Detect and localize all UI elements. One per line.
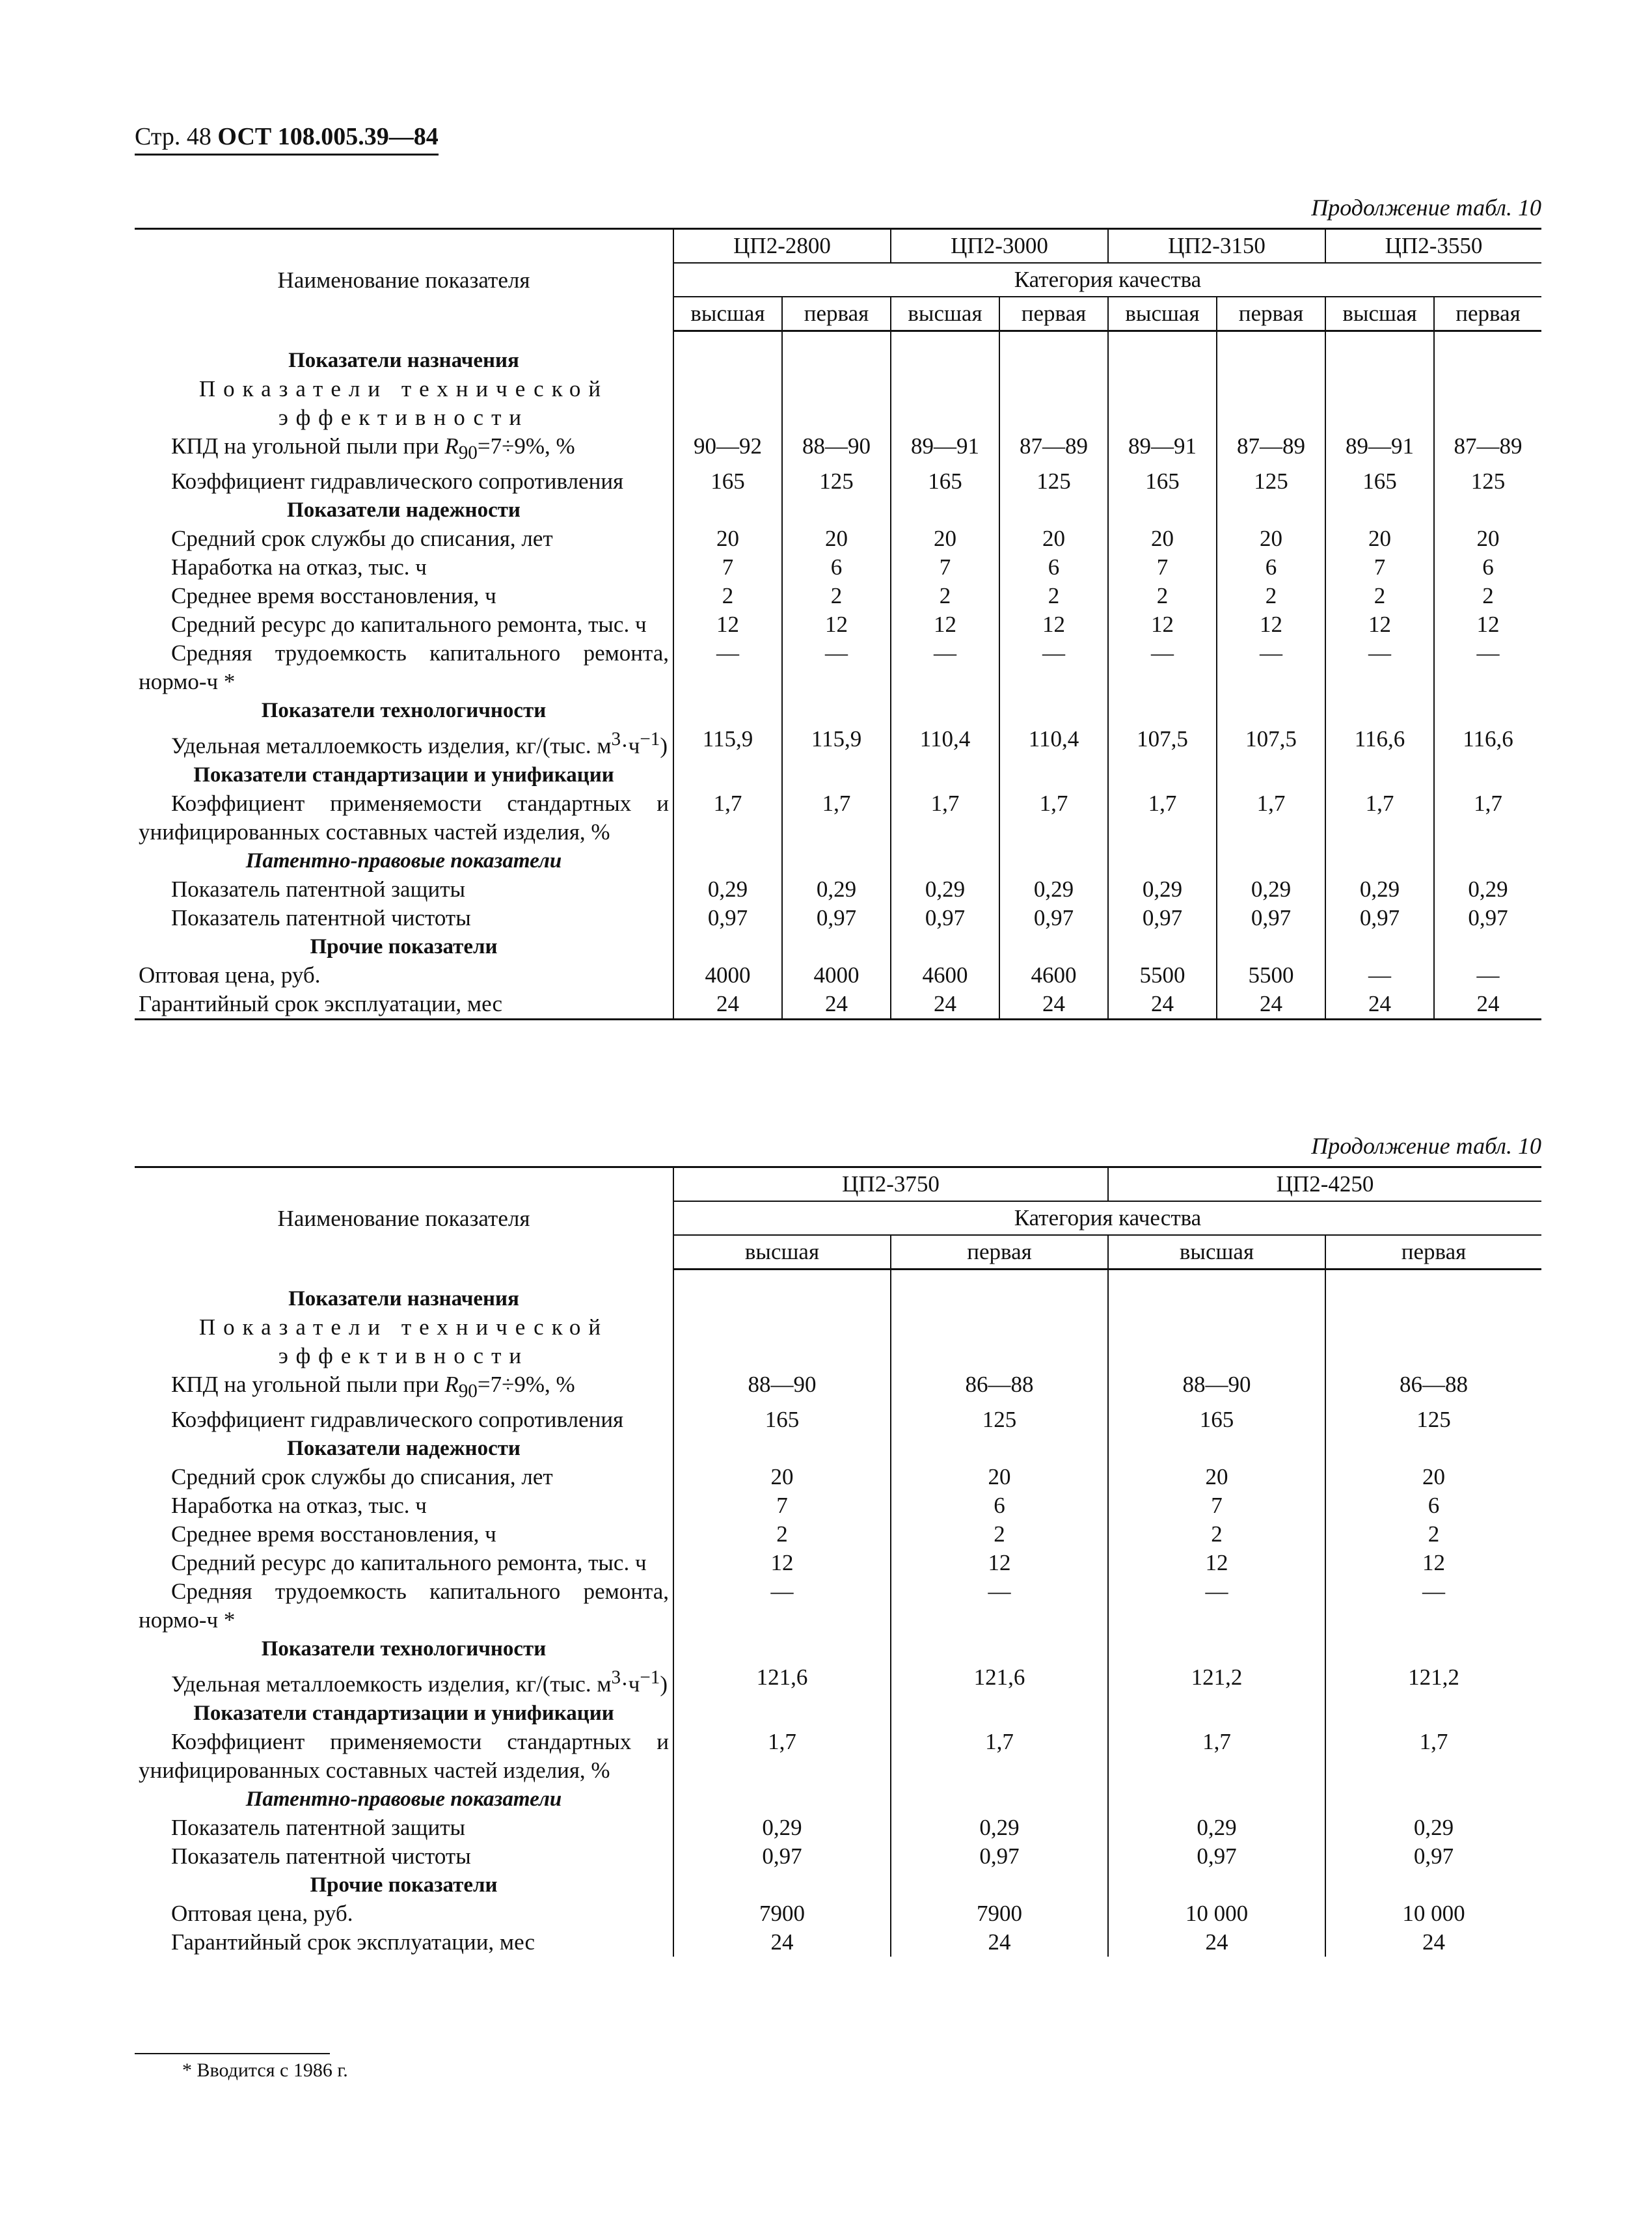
value-cell: 0,97: [1217, 904, 1325, 932]
value-cell: 12: [1325, 1549, 1541, 1577]
row-label: Гарантийный срок эксплуатации, мес: [171, 1929, 535, 1955]
value-cell: 12: [999, 610, 1108, 639]
row-label: Оптовая цена, руб.: [139, 962, 321, 988]
footnote: * Вводится с 1986 г.: [182, 2059, 348, 2081]
row-label: Удельная металлоемкость изделия, кг/(тыс. $м^3\cdot ч^{-1}$): [171, 1667, 668, 1697]
value-cell: 165: [891, 467, 999, 496]
value-cell: 1,7: [1108, 1728, 1325, 1785]
value-cell: 125: [1434, 467, 1541, 496]
value-cell: 1,7: [1434, 789, 1541, 847]
value-cell: 20: [1325, 524, 1434, 553]
value-cell: 12: [1434, 610, 1541, 639]
row-label: Средний ресурс до капитального ремонта, тыс. ч: [171, 612, 647, 637]
value-cell: 107,5: [1217, 725, 1325, 761]
value-cell: 1,7: [1325, 789, 1434, 847]
section-title: Показатели стандартизации и унификации: [193, 1701, 614, 1725]
value-cell: 2: [1217, 582, 1325, 610]
value-cell: 110,4: [999, 725, 1108, 761]
value-cell: —: [999, 639, 1108, 696]
value-cell: 10 000: [1325, 1899, 1541, 1928]
value-cell: 6: [891, 1491, 1108, 1520]
value-cell: 7: [1108, 1491, 1325, 1520]
value-cell: 110,4: [891, 725, 999, 761]
value-cell: 20: [1108, 1463, 1325, 1491]
model-header: ЦП2-2800: [673, 229, 891, 264]
section-title: Показатели технологичности: [261, 1637, 547, 1661]
row-label: Средняя трудоемкость капитального ремонта, нормо-ч *: [139, 640, 669, 694]
value-cell: 10 000: [1108, 1899, 1325, 1928]
value-cell: —: [891, 639, 999, 696]
table-row: [135, 904, 1541, 932]
grade-first-header: первая: [999, 297, 1108, 331]
value-cell: 86—88: [1325, 1370, 1541, 1406]
value-cell: 12: [1108, 610, 1217, 639]
table-row: [135, 1663, 1541, 1699]
doc-code: ОСТ 108.005.39—84: [217, 123, 439, 150]
value-cell: 87—89: [1434, 432, 1541, 467]
model-header: ЦП2-3150: [1108, 229, 1325, 264]
section-title: Патентно-правовые показатели: [245, 1787, 562, 1811]
value-cell: 24: [1325, 990, 1434, 1020]
value-cell: 0,97: [1108, 904, 1217, 932]
value-cell: 1,7: [1217, 789, 1325, 847]
value-cell: 121,2: [1325, 1663, 1541, 1699]
value-cell: 6: [1325, 1491, 1541, 1520]
grade-first-header: первая: [1217, 297, 1325, 331]
row-label: Показатель патентной чистоты: [171, 1843, 471, 1869]
table-row: [135, 789, 1541, 847]
value-cell: 0,29: [1434, 875, 1541, 904]
value-cell: 24: [891, 1928, 1108, 1957]
value-cell: 24: [1217, 990, 1325, 1020]
value-cell: 0,97: [673, 904, 782, 932]
value-cell: 7: [673, 1491, 891, 1520]
value-cell: 2: [1108, 582, 1217, 610]
value-cell: 7: [1325, 553, 1434, 582]
grade-first-header: первая: [891, 1235, 1108, 1270]
value-cell: 125: [1217, 467, 1325, 496]
value-cell: 116,6: [1325, 725, 1434, 761]
value-cell: 24: [891, 990, 999, 1020]
section-title: Показатели назначения: [288, 349, 519, 372]
grade-first-header: первая: [1325, 1235, 1541, 1270]
value-cell: 20: [999, 524, 1108, 553]
value-cell: 24: [999, 990, 1108, 1020]
value-cell: —: [782, 639, 891, 696]
value-cell: 2: [1325, 1520, 1541, 1549]
section-title: Прочие показатели: [310, 1873, 498, 1897]
section-row: [135, 1635, 1541, 1663]
section-title: Патентно-правовые показатели: [245, 849, 562, 873]
footnote-rule: [135, 2053, 330, 2054]
category-header: Категория качества: [673, 1201, 1541, 1235]
value-cell: 12: [1108, 1549, 1325, 1577]
value-cell: 0,29: [999, 875, 1108, 904]
row-label: КПД на угольной пыли при $R_{90}=7\div 9\%$, %: [171, 433, 575, 463]
value-cell: 24: [673, 1928, 891, 1957]
value-cell: 20: [1108, 524, 1217, 553]
grade-high-header: высшая: [1108, 297, 1217, 331]
value-cell: 165: [1325, 467, 1434, 496]
table-row: [135, 990, 1541, 1020]
table-row: [135, 639, 1541, 696]
continuation-label: Продолжение табл. 10: [1311, 195, 1541, 221]
value-cell: 12: [1325, 610, 1434, 639]
value-cell: 2: [891, 1520, 1108, 1549]
value-cell: 2: [999, 582, 1108, 610]
row-label: Наработка на отказ, тыс. ч: [171, 1493, 427, 1518]
value-cell: 12: [673, 1549, 891, 1577]
value-cell: 24: [1108, 1928, 1325, 1957]
row-label: Показатель патентной защиты: [171, 876, 466, 902]
value-cell: 1,7: [1108, 789, 1217, 847]
value-cell: —: [673, 639, 782, 696]
value-cell: 2: [673, 582, 782, 610]
value-cell: 20: [782, 524, 891, 553]
row-label: Коэффициент гидравлического сопротивления: [171, 1407, 624, 1432]
value-cell: 2: [782, 582, 891, 610]
value-cell: 0,29: [782, 875, 891, 904]
value-cell: 0,29: [891, 1814, 1108, 1842]
model-header: ЦП2-4250: [1108, 1167, 1541, 1202]
table-row: [135, 725, 1541, 761]
value-cell: 1,7: [999, 789, 1108, 847]
value-cell: 2: [1108, 1520, 1325, 1549]
value-cell: 165: [1108, 467, 1217, 496]
value-cell: 4600: [999, 961, 1108, 990]
value-cell: 0,29: [1325, 1814, 1541, 1842]
table-row: [135, 432, 1541, 467]
row-label: Коэффициент применяемости стандартных и унифицированных составных частей изделия, %: [139, 1728, 669, 1783]
subsection-row: [135, 375, 1541, 432]
value-cell: 89—91: [1325, 432, 1434, 467]
table-row: [135, 1463, 1541, 1491]
table-row: [135, 1928, 1541, 1957]
column-header-name: Наименование показателя: [135, 229, 673, 331]
value-cell: —: [673, 1577, 891, 1635]
value-cell: 88—90: [1108, 1370, 1325, 1406]
value-cell: 0,29: [673, 875, 782, 904]
value-cell: 20: [673, 524, 782, 553]
row-label: Коэффициент применяемости стандартных и унифицированных составных частей изделия, %: [139, 790, 669, 845]
section-row: [135, 847, 1541, 875]
value-cell: 125: [891, 1406, 1108, 1434]
value-cell: 121,6: [891, 1663, 1108, 1699]
value-cell: 6: [999, 553, 1108, 582]
row-label: Удельная металлоемкость изделия, кг/(тыс. $м^3\cdot ч^{-1}$): [171, 729, 668, 759]
category-header: Категория качества: [673, 263, 1541, 297]
value-cell: 7: [1108, 553, 1217, 582]
value-cell: 0,97: [1108, 1842, 1325, 1871]
value-cell: 20: [891, 1463, 1108, 1491]
value-cell: 4000: [782, 961, 891, 990]
table-row: [135, 553, 1541, 582]
value-cell: 88—90: [673, 1370, 891, 1406]
row-label: Средний срок службы до списания, лет: [171, 1464, 553, 1489]
table-row: [135, 961, 1541, 990]
table-row: [135, 1728, 1541, 1785]
value-cell: 12: [782, 610, 891, 639]
table-row: [135, 610, 1541, 639]
value-cell: 115,9: [782, 725, 891, 761]
row-label: Среднее время восстановления, ч: [171, 1521, 496, 1547]
value-cell: 89—91: [1108, 432, 1217, 467]
section-title: Показатели стандартизации и унификации: [193, 763, 614, 787]
value-cell: —: [1325, 639, 1434, 696]
value-cell: 125: [999, 467, 1108, 496]
row-label: Показатель патентной чистоты: [171, 904, 471, 931]
table-row: [135, 1520, 1541, 1549]
value-cell: 0,29: [673, 1814, 891, 1842]
indicators-table-1: [135, 228, 1541, 1020]
value-cell: 20: [673, 1463, 891, 1491]
indicators-table-2: [135, 1166, 1541, 1957]
value-cell: —: [1325, 1577, 1541, 1635]
value-cell: 165: [1108, 1406, 1325, 1434]
value-cell: 87—89: [999, 432, 1108, 467]
value-cell: 87—89: [1217, 432, 1325, 467]
section-row: [135, 496, 1541, 524]
row-label: Средний срок службы до списания, лет: [171, 526, 553, 551]
page-label: Стр. 48: [135, 123, 211, 150]
value-cell: —: [1434, 961, 1541, 990]
table-row: [135, 1406, 1541, 1434]
continuation-label: Продолжение табл. 10: [1311, 1133, 1541, 1159]
subsection-title: Показатели технической эффективности: [198, 376, 609, 430]
value-cell: 0,97: [891, 1842, 1108, 1871]
table-row: [135, 875, 1541, 904]
value-cell: 7900: [673, 1899, 891, 1928]
value-cell: 4600: [891, 961, 999, 990]
grade-first-header: первая: [1434, 297, 1541, 331]
value-cell: 88—90: [782, 432, 891, 467]
table-row: [135, 467, 1541, 496]
value-cell: 0,97: [673, 1842, 891, 1871]
value-cell: 12: [891, 1549, 1108, 1577]
value-cell: 6: [782, 553, 891, 582]
value-cell: —: [891, 1577, 1108, 1635]
value-cell: —: [1217, 639, 1325, 696]
value-cell: 20: [1217, 524, 1325, 553]
model-header: ЦП2-3000: [891, 229, 1108, 264]
value-cell: 24: [1108, 990, 1217, 1020]
value-cell: —: [1108, 639, 1217, 696]
section-title: Показатели надежности: [287, 1437, 521, 1460]
section-row: [135, 1871, 1541, 1899]
table-row: [135, 1370, 1541, 1406]
value-cell: 24: [782, 990, 891, 1020]
section-row: [135, 932, 1541, 961]
value-cell: 1,7: [673, 1728, 891, 1785]
grade-first-header: первая: [782, 297, 891, 331]
row-label: Коэффициент гидравлического сопротивления: [171, 469, 624, 494]
value-cell: 7900: [891, 1899, 1108, 1928]
value-cell: 1,7: [1325, 1728, 1541, 1785]
value-cell: 90—92: [673, 432, 782, 467]
section-row: [135, 346, 1541, 375]
value-cell: 0,29: [1108, 1814, 1325, 1842]
subsection-title: Показатели технической эффективности: [198, 1314, 609, 1368]
grade-high-header: высшая: [1108, 1235, 1325, 1270]
table-row: [135, 1549, 1541, 1577]
section-row: [135, 761, 1541, 789]
value-cell: —: [1108, 1577, 1325, 1635]
row-label: Гарантийный срок эксплуатации, мес: [135, 990, 673, 1020]
value-cell: 0,97: [1325, 904, 1434, 932]
value-cell: 0,97: [891, 904, 999, 932]
section-row: [135, 1699, 1541, 1728]
value-cell: 20: [1325, 1463, 1541, 1491]
value-cell: 2: [673, 1520, 891, 1549]
value-cell: 0,29: [1108, 875, 1217, 904]
value-cell: 125: [782, 467, 891, 496]
grade-high-header: высшая: [673, 297, 782, 331]
value-cell: 20: [891, 524, 999, 553]
value-cell: 24: [1434, 990, 1541, 1020]
row-label: Средняя трудоемкость капитального ремонта, нормо-ч *: [139, 1579, 669, 1633]
section-row: [135, 696, 1541, 725]
value-cell: 12: [673, 610, 782, 639]
value-cell: 6: [1217, 553, 1325, 582]
value-cell: 121,2: [1108, 1663, 1325, 1699]
value-cell: 1,7: [673, 789, 782, 847]
value-cell: 24: [1325, 1928, 1541, 1957]
value-cell: 0,97: [782, 904, 891, 932]
value-cell: 1,7: [891, 789, 999, 847]
row-label: Средний ресурс до капитального ремонта, тыс. ч: [171, 1550, 647, 1575]
subsection-row: [135, 1313, 1541, 1370]
column-header-name: Наименование показателя: [135, 1167, 673, 1270]
model-header: ЦП2-3550: [1325, 229, 1541, 264]
value-cell: 115,9: [673, 725, 782, 761]
grade-high-header: высшая: [673, 1235, 891, 1270]
value-cell: 1,7: [782, 789, 891, 847]
value-cell: 7: [891, 553, 999, 582]
value-cell: 165: [673, 467, 782, 496]
value-cell: 165: [673, 1406, 891, 1434]
value-cell: 5500: [1217, 961, 1325, 990]
value-cell: 5500: [1108, 961, 1217, 990]
value-cell: 1,7: [891, 1728, 1108, 1785]
value-cell: 0,97: [1325, 1842, 1541, 1871]
value-cell: —: [1325, 961, 1434, 990]
row-label: Показатель патентной защиты: [171, 1814, 466, 1840]
grade-high-header: высшая: [891, 297, 999, 331]
row-label: Среднее время восстановления, ч: [171, 583, 496, 608]
section-title: Показатели назначения: [288, 1287, 519, 1311]
table-row: [135, 1899, 1541, 1928]
table-row: [135, 1814, 1541, 1842]
value-cell: 0,29: [891, 875, 999, 904]
table-row: [135, 1491, 1541, 1520]
value-cell: 0,29: [1217, 875, 1325, 904]
value-cell: 121,6: [673, 1663, 891, 1699]
section-title: Показатели надежности: [287, 498, 521, 522]
value-cell: 0,97: [1434, 904, 1541, 932]
value-cell: 12: [891, 610, 999, 639]
value-cell: 4000: [673, 961, 782, 990]
section-row: [135, 1284, 1541, 1313]
page-header: [135, 122, 439, 156]
value-cell: 2: [1325, 582, 1434, 610]
section-title: Показатели технологичности: [261, 699, 547, 722]
row-label: Наработка на отказ, тыс. ч: [171, 554, 427, 580]
value-cell: 7: [673, 553, 782, 582]
value-cell: 2: [891, 582, 999, 610]
value-cell: 116,6: [1434, 725, 1541, 761]
table-row: [135, 1842, 1541, 1871]
row-label: Оптовая цена, руб.: [171, 1900, 353, 1926]
value-cell: 125: [1325, 1406, 1541, 1434]
value-cell: 24: [673, 990, 782, 1020]
value-cell: 0,97: [999, 904, 1108, 932]
value-cell: 107,5: [1108, 725, 1217, 761]
section-row: [135, 1785, 1541, 1814]
model-header: ЦП2-3750: [673, 1167, 1108, 1202]
value-cell: 6: [1434, 553, 1541, 582]
value-cell: —: [1434, 639, 1541, 696]
value-cell: 89—91: [891, 432, 999, 467]
row-label: КПД на угольной пыли при $R_{90}=7\div 9\%$, %: [171, 1372, 575, 1402]
table-row: [135, 582, 1541, 610]
value-cell: 0,29: [1325, 875, 1434, 904]
value-cell: 20: [1434, 524, 1541, 553]
table-row: [135, 524, 1541, 553]
table-row: [135, 1577, 1541, 1635]
value-cell: 86—88: [891, 1370, 1108, 1406]
section-title: Прочие показатели: [310, 934, 498, 958]
grade-high-header: высшая: [1325, 297, 1434, 331]
value-cell: 2: [1434, 582, 1541, 610]
section-row: [135, 1434, 1541, 1463]
value-cell: 12: [1217, 610, 1325, 639]
